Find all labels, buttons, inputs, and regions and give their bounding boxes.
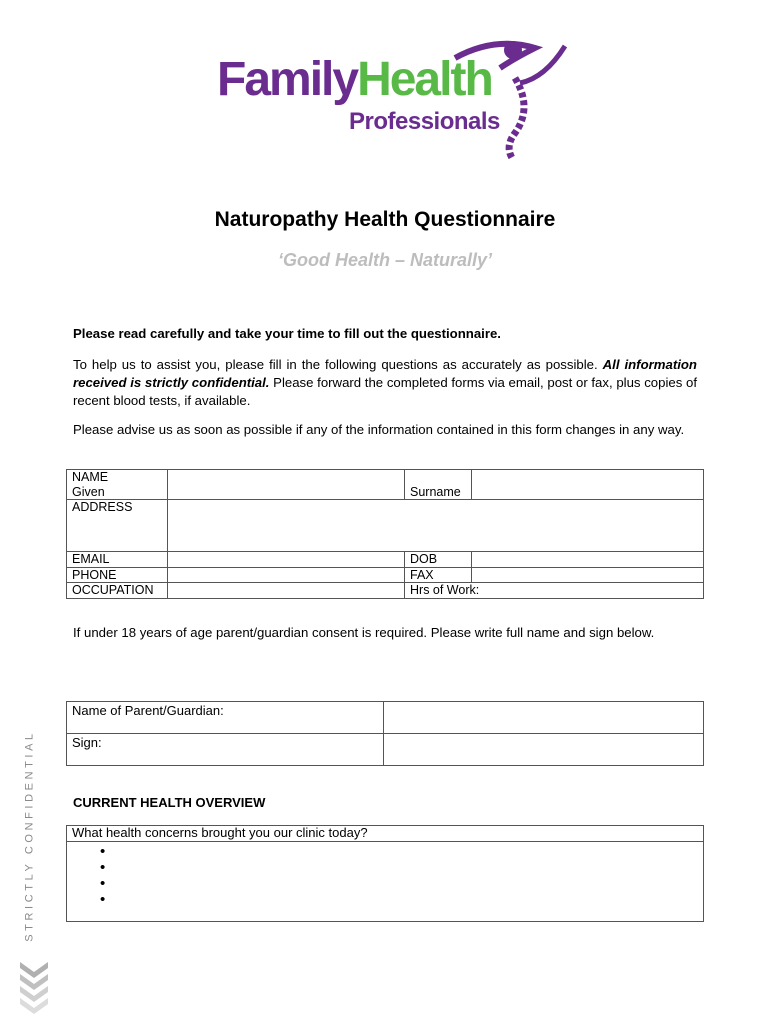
guardian-table (66, 701, 704, 766)
name-label: NAME Given (67, 470, 168, 500)
email-label: EMAIL (67, 552, 168, 568)
consent-paragraph: If under 18 years of age parent/guardian consent is required. Please write full name and sign below. (73, 625, 655, 640)
section-heading: CURRENT HEALTH OVERVIEW (73, 795, 266, 810)
occupation-field[interactable] (168, 583, 405, 599)
phone-label: PHONE (67, 567, 168, 583)
fax-field[interactable] (472, 567, 704, 583)
concerns-bullet-list (72, 848, 698, 912)
address-label: ADDRESS (67, 500, 168, 552)
list-item[interactable] (104, 864, 698, 880)
logo-wordmark: FamilyHealth (217, 53, 492, 106)
page-title: Naturopathy Health Questionnaire (214, 208, 556, 231)
list-item[interactable] (104, 880, 698, 896)
side-label: STRICTLY CONFIDENTIAL (23, 730, 36, 942)
side-label-wrap (22, 730, 36, 945)
company-logo (215, 38, 575, 163)
guardian-name-field[interactable] (384, 702, 704, 734)
address-field[interactable] (168, 500, 704, 552)
list-item[interactable] (104, 848, 698, 864)
given-name-field[interactable] (168, 470, 405, 500)
spine-figure-icon (215, 38, 575, 163)
concerns-question: What health concerns brought you our clinic today? (67, 826, 704, 842)
intro-heading: Please read carefully and take your time to fill out the questionnaire. (73, 326, 501, 341)
page-subtitle: ‘Good Health – Naturally’ (277, 250, 493, 270)
dob-field[interactable] (472, 552, 704, 568)
health-concerns-table (66, 825, 704, 922)
guardian-name-label: Name of Parent/Guardian: (67, 702, 384, 734)
occupation-label: OCCUPATION (67, 583, 168, 599)
fax-label: FAX (405, 567, 472, 583)
guardian-sign-label: Sign: (67, 734, 384, 766)
concerns-answer-field[interactable] (67, 841, 704, 921)
phone-field[interactable] (168, 567, 405, 583)
surname-label: Surname (405, 470, 472, 500)
hrs-of-work-label[interactable]: Hrs of Work: (405, 583, 704, 599)
personal-details-table (66, 469, 704, 599)
advise-paragraph: Please advise us as soon as possible if any of the information contained in this form changes in any way. (73, 422, 685, 437)
email-field[interactable] (168, 552, 405, 568)
logo-professionals: Professionals (349, 108, 500, 135)
dob-label: DOB (405, 552, 472, 568)
surname-field[interactable] (472, 470, 704, 500)
list-item[interactable] (104, 896, 698, 912)
confidential-note: All information received is strictly confidential. (73, 357, 697, 390)
guardian-sign-field[interactable] (384, 734, 704, 766)
chevron-down-icon (18, 960, 50, 1015)
intro-paragraph: To help us to assist you, please fill in the following questions as accurately as possible. All information received is strictly confidential. Please forward the completed forms via email, post or fax, plus copies of recent blood tests, if available. (73, 357, 697, 408)
